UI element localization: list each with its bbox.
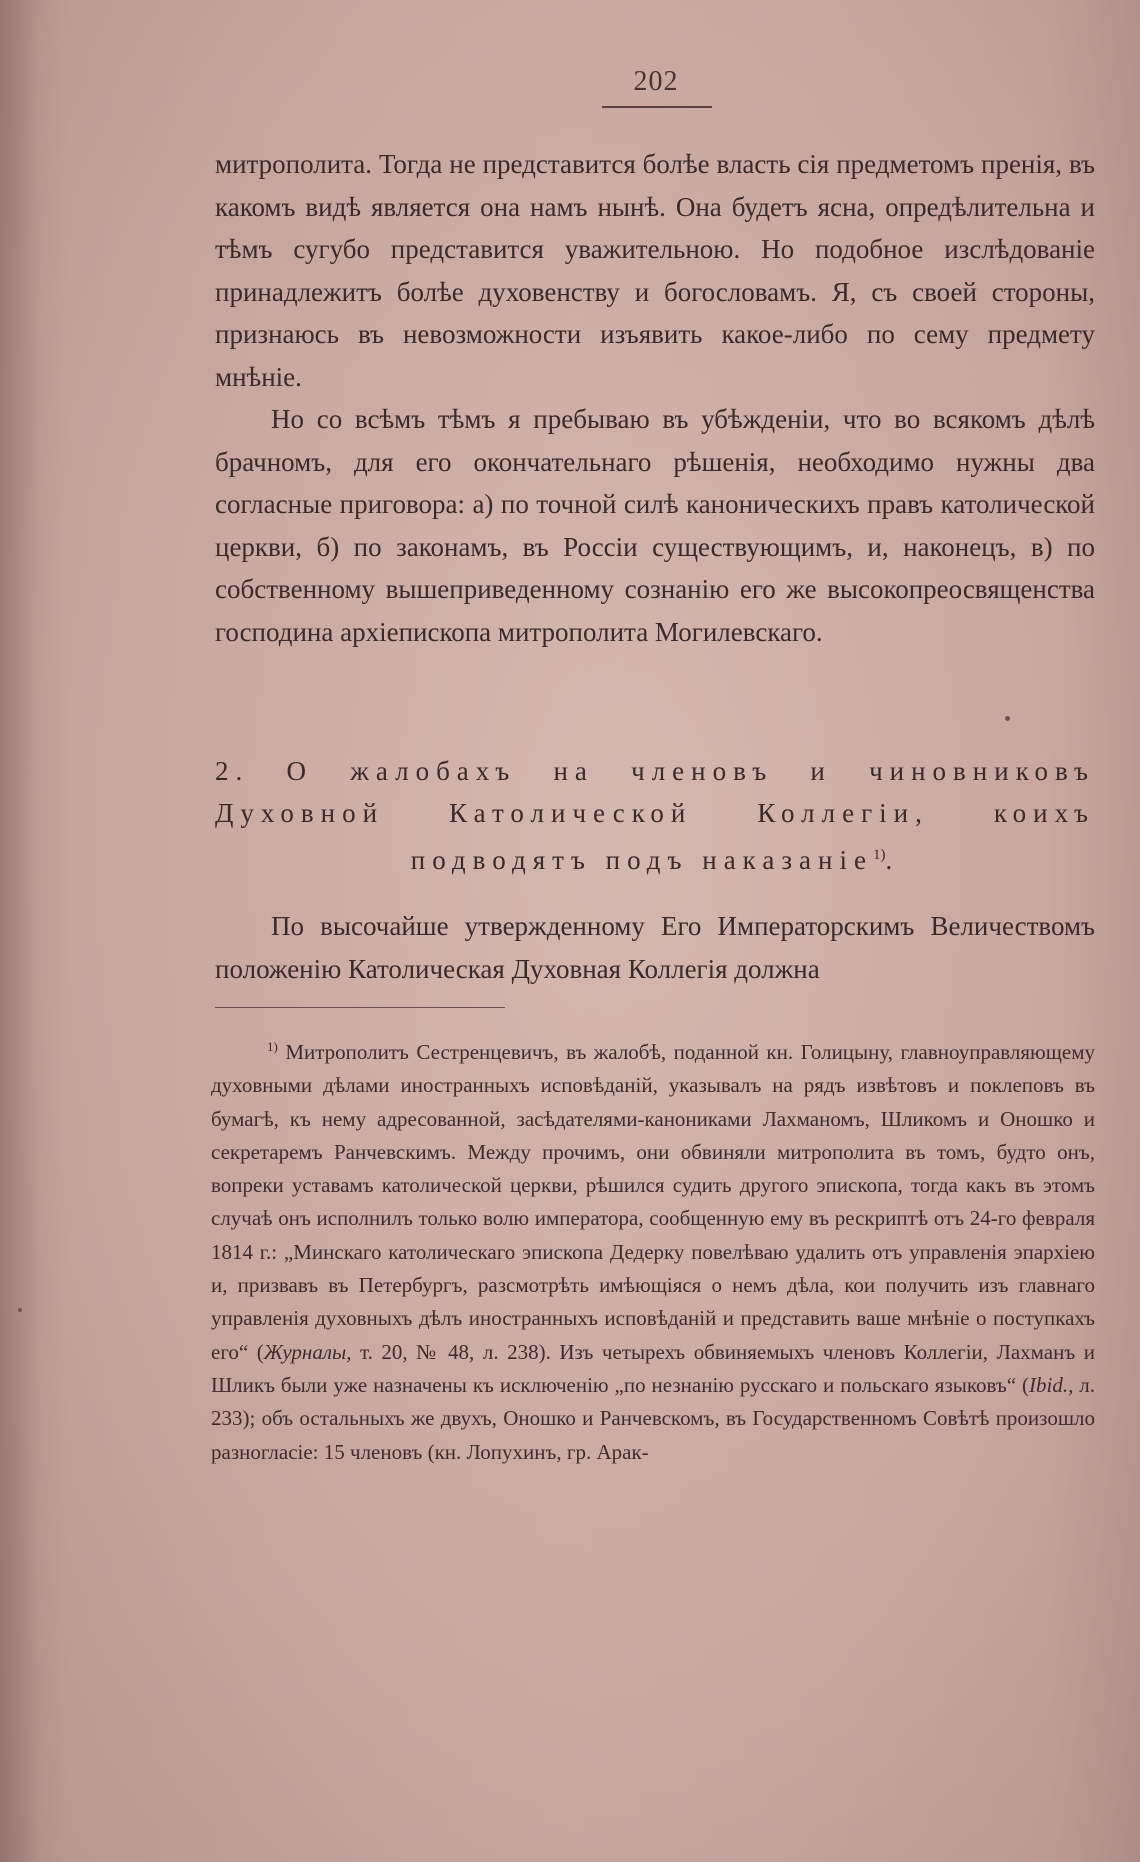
footnote-rule xyxy=(215,1007,505,1008)
paper-speck xyxy=(18,1308,22,1312)
section-heading: 2. О жалобахъ на членовъ и чиновниковъ Духовной Католической Коллегіи, коихъ подводятъ подъ наказаніе$^{1)}$. xyxy=(215,756,1095,875)
section-heading-text: 2. О жалобахъ на членовъ и чиновниковъ Духовной Католической Коллегіи, коихъ подводятъ подъ наказаніе xyxy=(215,756,1095,875)
page-number: 202 xyxy=(633,66,679,97)
footnote-text xyxy=(211,1030,1095,1469)
paper-speck xyxy=(1005,716,1010,721)
footnote-mark: 1) xyxy=(267,1039,278,1054)
page-number-rule xyxy=(602,106,712,108)
section-paragraph xyxy=(215,905,1095,990)
page-edge-shadow xyxy=(0,0,40,1862)
footnote-text-part-2: т. 20, № 48, л. 238). Изъ четырехъ обвиняемыхъ членовъ Коллегіи, Лахманъ и Шликъ были уже назначены къ исключенію „по незнанію русскаго и польскаго языковъ“ ( xyxy=(211,1339,1095,1397)
paragraph-2-text: Но со всѣмъ тѣмъ я пребываю въ убѣжденіи, что во всякомъ дѣлѣ брачномъ, для его окончательнаго рѣшенія, необходимо нужны два согласные приговора: а) по точной силѣ каноническихъ правъ католической церкви, б) по законамъ, въ Россіи существующимъ, и, наконецъ, в) по собственному вышеприведенному сознанію его же высокопреосвященства господина архіепископа митрополита Могилевскаго. xyxy=(215,404,1095,647)
footnote xyxy=(211,1030,1095,1469)
section-paragraph-text: По высочайше утвержденному Его Императорскимъ Величествомъ положенію Католическая Духовная Коллегія должна xyxy=(215,911,1095,984)
footnote-text-part-1: Митрополитъ Сестренцевичъ, въ жалобѣ, поданной кн. Голицыну, главноуправляющему духовными дѣлами иностранныхъ исповѣданій, указывалъ на рядъ извѣтовъ и поклеповъ въ бумагѣ, къ нему адресованной, засѣдателями-канониками Лахманомъ, Шликомъ и Оношко и секретаремъ Ранчевскимъ. Между прочимъ, они обвиняли митрополита въ томъ, будто онъ, вопреки уставамъ католической церкви, рѣшился судить другого эпископа, тогда какъ въ этомъ случаѣ онъ исполнилъ только волю императора, сообщенную ему въ рескриптѣ отъ 24-го февраля 1814 г.: „Минскаго католическаго эпископа Дедерку повелѣваю удалить отъ управленія эпархіею и, призвавъ въ Петербургъ, разсмотрѣть имѣющіяся о немъ дѣла, кои получить изъ главнаго управленія духовныхъ дѣлъ иностранныхъ исповѣданій и представить ваше мнѣніе о поступкахъ его“ ( xyxy=(211,1040,1096,1364)
paragraph-2 xyxy=(215,398,1095,654)
section-heading-footnote-mark: 1) xyxy=(872,847,886,863)
footnote-journal-title: Журналы, xyxy=(263,1339,352,1364)
paragraph-1-text: митрополита. Тогда не представится болѣе власть сія предметомъ пренія, въ какомъ видѣ является она намъ нынѣ. Она будетъ ясна, опредѣлительна и тѣмъ сугубо представится уважительною. Но подобное изслѣдованіе принадлежитъ болѣе духовенству и богословамъ. Я, съ своей стороны, признаюсь въ невозможности изъявить какое-либо по сему предмету мнѣніе. xyxy=(215,149,1095,392)
footnote-ibid: Ibid., xyxy=(1029,1372,1074,1397)
footnote-text-part-3: л. 233); объ остальныхъ же двухъ, Оношко и Ранчевскомъ, въ Государственномъ Совѣтѣ произошло разногласіе: 15 членовъ (кн. Лопухинъ, гр. Арак- xyxy=(211,1372,1095,1464)
paragraph-1 xyxy=(215,143,1095,399)
